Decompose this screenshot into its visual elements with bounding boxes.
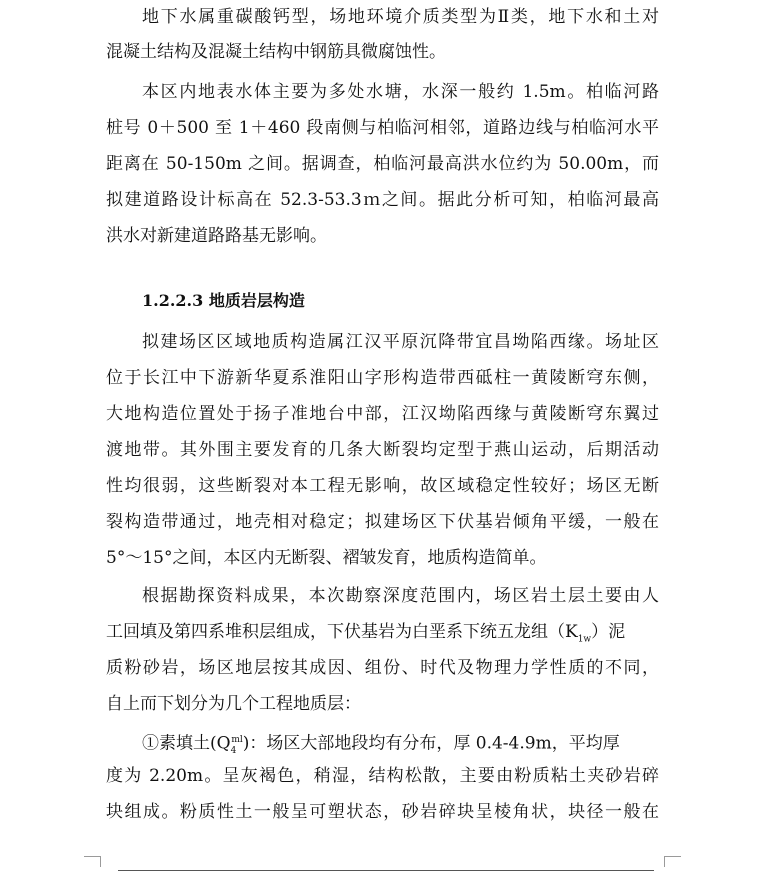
paragraph-line: 拟建场区区域地质构造属江汉平原沉降带宜昌坳陷西缘。场址区 <box>142 332 659 352</box>
paragraph-text: ①素填土(Q <box>142 733 231 754</box>
paragraph-line: 度为 2.20m。呈灰褐色，稍湿，结构松散，主要由粉质粘土夹砂岩碎 <box>106 766 659 786</box>
paragraph-line: 桩号 0＋500 至 1＋460 段南侧与柏临河相邻，道路边线与柏临河水平 <box>106 118 659 138</box>
paragraph-text: )：场区大部地段均有分布，厚 0.4-4.9m，平均厚 <box>242 733 620 754</box>
footer-rule <box>118 870 654 871</box>
page-corner-mark-right <box>664 856 681 867</box>
paragraph-line: 质粉砂岩，场区地层按其成因、组份、时代及物理力学性质的不同， <box>106 658 659 678</box>
paragraph-line: 根据勘探资料成果，本次勘察深度范围内，场区岩土层土要由人 <box>142 586 659 606</box>
paragraph-line: 洪水对新建道路路基无影响。 <box>106 226 327 246</box>
paragraph-line: 本区内地表水体主要为多处水塘，水深一般约 1.5m。柏临河路 <box>142 82 659 102</box>
paragraph-line: 5°～15°之间，本区内无断裂、褶皱发育，地质构造简单。 <box>106 548 547 568</box>
page-corner-mark-left <box>84 856 101 867</box>
paragraph-line: 地下水属重碳酸钙型，场地环境介质类型为Ⅱ类，地下水和土对 <box>142 7 659 27</box>
formation-subscript: 1w <box>577 634 592 645</box>
quaternary-subscript: 4 <box>230 746 237 757</box>
paragraph-line: 裂构造带通过，地壳相对稳定；拟建场区下伏基岩倾角平缓，一般在 <box>106 512 659 532</box>
quaternary-superscript: ml <box>231 735 243 745</box>
paragraph-line: 大地构造位置处于扬子准地台中部，江汉坳陷西缘与黄陵断穹东翼过 <box>106 404 659 424</box>
paragraph-line: 自上而下划分为几个工程地质层： <box>106 694 361 714</box>
paragraph-text: ）泥 <box>591 622 626 642</box>
section-heading: 1.2.2.3 地质岩层构造 <box>142 291 305 310</box>
paragraph-line: 混凝土结构及混凝土结构中钢筋具微腐蚀性。 <box>106 42 446 62</box>
paragraph-text: 工回填及第四系堆积层组成，下伏基岩为白垩系下统五龙组（K <box>106 622 578 642</box>
paragraph-line: 块组成。粉质性土一般呈可塑状态，砂岩碎块呈棱角状，块径一般在 <box>106 802 659 822</box>
paragraph-line: 性均很弱，这些断裂对本工程无影响，故区域稳定性较好；场区无断 <box>106 476 659 496</box>
paragraph-line: 位于长江中下游新华夏系淮阳山字形构造带西砥柱一黄陵断穹东侧， <box>106 368 659 388</box>
paragraph-line <box>106 622 659 649</box>
paragraph-line: 拟建道路设计标高在 52.3-53.3ｍ之间。据此分析可知，柏临河最高 <box>106 190 659 210</box>
paragraph-line: 渡地带。其外围主要发育的几条大断裂均定型于燕山运动，后期活动 <box>106 440 659 460</box>
paragraph-line: 距离在 50-150m 之间。据调查，柏临河最高洪水位约为 50.00m，而 <box>106 154 659 174</box>
paragraph-line <box>142 730 659 761</box>
